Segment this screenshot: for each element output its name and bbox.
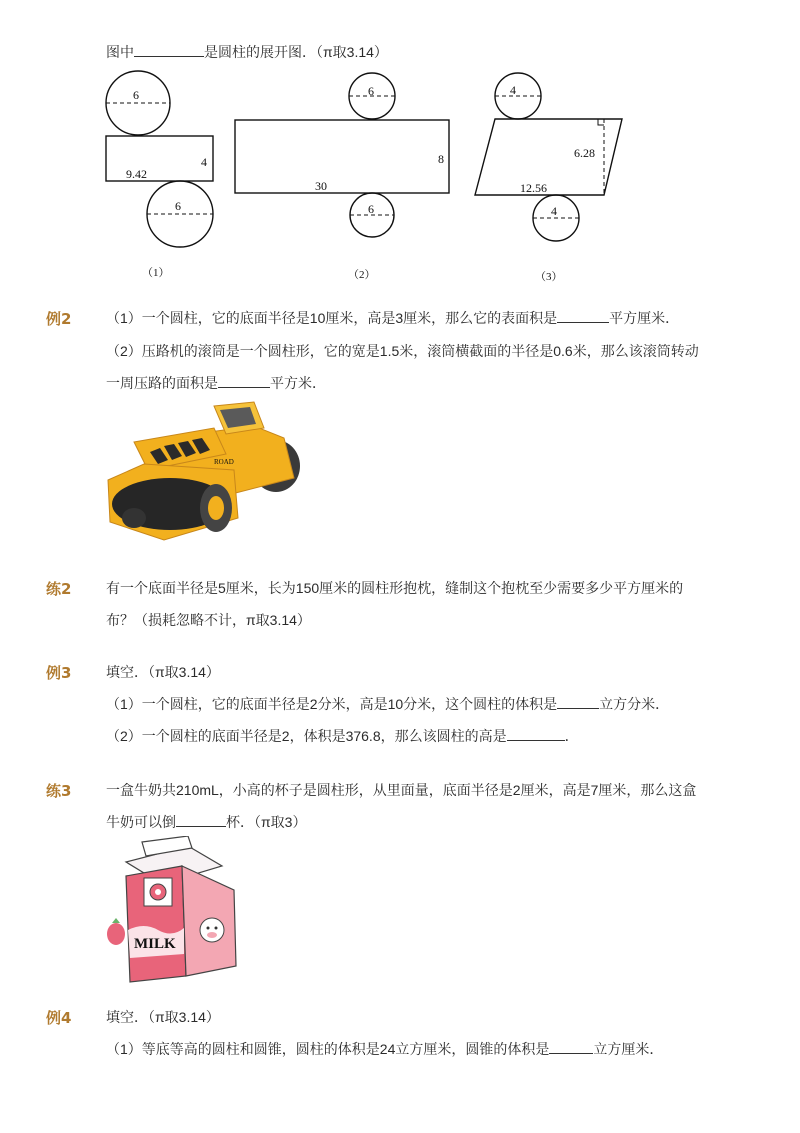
ex3-q2-end: ． xyxy=(564,728,579,744)
net2-caption: （2） xyxy=(348,269,376,281)
answer-blank xyxy=(507,726,565,741)
milk-lettering: MILK xyxy=(134,936,176,952)
net3-bottom-label: 4 xyxy=(551,204,557,218)
net1-rect-bottom-label: 9.42 xyxy=(126,167,147,181)
example-3-intro: 填空．（π取3.14） xyxy=(106,664,220,680)
practice-3-line1: 一盒牛奶共210mL，小高的杯子是圆柱形，从里面量，底面半径是2厘米，高是7厘米，那么这盒 xyxy=(106,782,697,798)
practice-3-line2 xyxy=(106,812,306,832)
pr3-unit: 杯．（π取3） xyxy=(226,814,307,830)
cylinder-nets-figure xyxy=(100,68,640,288)
practice-2-line1: 有一个底面半径是5厘米，长为150厘米的圆柱形抱枕，缝制这个抱枕至少需要多少平方厘米的 xyxy=(106,580,684,596)
net1-caption: （1） xyxy=(142,267,170,279)
answer-blank xyxy=(176,812,226,827)
example-2-q1 xyxy=(106,308,679,328)
intro-line xyxy=(106,42,388,62)
road-roller-image xyxy=(104,398,310,550)
net2-rect-right-label: 8 xyxy=(438,152,444,166)
practice-2-line2: 布？（损耗忽略不计，π取3.14） xyxy=(106,612,311,628)
practice-3-tag: 练3 xyxy=(46,782,72,800)
example-2-q2-line2 xyxy=(106,373,326,393)
example-4-tag: 例4 xyxy=(46,1009,72,1027)
net1-top-label: 6 xyxy=(133,88,139,102)
example-3-q2 xyxy=(106,726,579,746)
answer-blank xyxy=(218,373,270,388)
net3-parallelogram xyxy=(475,119,622,195)
ex2-q2-unit: 平方米． xyxy=(270,375,326,391)
ex4-q1-text: （1）等底等高的圆柱和圆锥，圆柱的体积是24立方厘米，圆锥的体积是 xyxy=(106,1041,550,1057)
example-2-tag: 例2 xyxy=(46,310,72,328)
net-3 xyxy=(475,73,622,283)
ex2-q1-unit: 平方厘米． xyxy=(609,310,680,326)
net2-rect-bottom-label: 30 xyxy=(315,179,327,193)
intro-prefix: 图中 xyxy=(106,44,134,60)
intro-suffix: 是圆柱的展开图．（π取3.14） xyxy=(204,44,388,60)
answer-blank xyxy=(557,308,609,323)
ex2-q1-text: （1）一个圆柱，它的底面半径是10厘米，高是3厘米，那么它的表面积是 xyxy=(106,310,558,326)
answer-blank xyxy=(549,1039,593,1054)
net3-caption: （3） xyxy=(535,271,563,283)
answer-blank xyxy=(557,694,599,709)
ex3-q2-text: （2）一个圆柱的底面半径是2，体积是376.8，那么该圆柱的高是 xyxy=(106,728,507,744)
net3-bottom-side-label: 12.56 xyxy=(520,181,547,195)
example-4-q1 xyxy=(106,1039,663,1059)
ex3-q1-unit: 立方分米． xyxy=(599,696,670,712)
answer-blank xyxy=(134,42,204,57)
net-1 xyxy=(106,71,213,279)
net2-rect xyxy=(235,120,449,193)
example-2-q2-line1: （2）压路机的滚筒是一个圆柱形，它的宽是1.5米，滚筒横截面的半径是0.6米，那么该滚筒转动 xyxy=(106,343,699,359)
ex2-q2-text: 一周压路的面积是 xyxy=(106,375,218,391)
pr3-text: 牛奶可以倒 xyxy=(106,814,176,830)
practice-2-tag: 练2 xyxy=(46,580,72,598)
milk-carton-image xyxy=(104,836,242,984)
example-4-intro: 填空．（π取3.14） xyxy=(106,1009,220,1025)
roller-lettering: ROAD xyxy=(214,458,234,466)
net3-top-label: 4 xyxy=(510,83,516,97)
example-3-q1 xyxy=(106,694,669,714)
net3-height-label: 6.28 xyxy=(574,146,595,160)
net1-rect-right-label: 4 xyxy=(201,155,207,169)
ex4-q1-unit: 立方厘米． xyxy=(593,1041,664,1057)
net1-rect xyxy=(106,136,213,181)
net2-top-label: 6 xyxy=(368,84,374,98)
example-3-tag: 例3 xyxy=(46,664,72,682)
ex3-q1-text: （1）一个圆柱，它的底面半径是2分米，高是10分米，这个圆柱的体积是 xyxy=(106,696,558,712)
net-2 xyxy=(235,73,449,281)
net1-bottom-label: 6 xyxy=(175,199,181,213)
net2-bottom-label: 6 xyxy=(368,202,374,216)
